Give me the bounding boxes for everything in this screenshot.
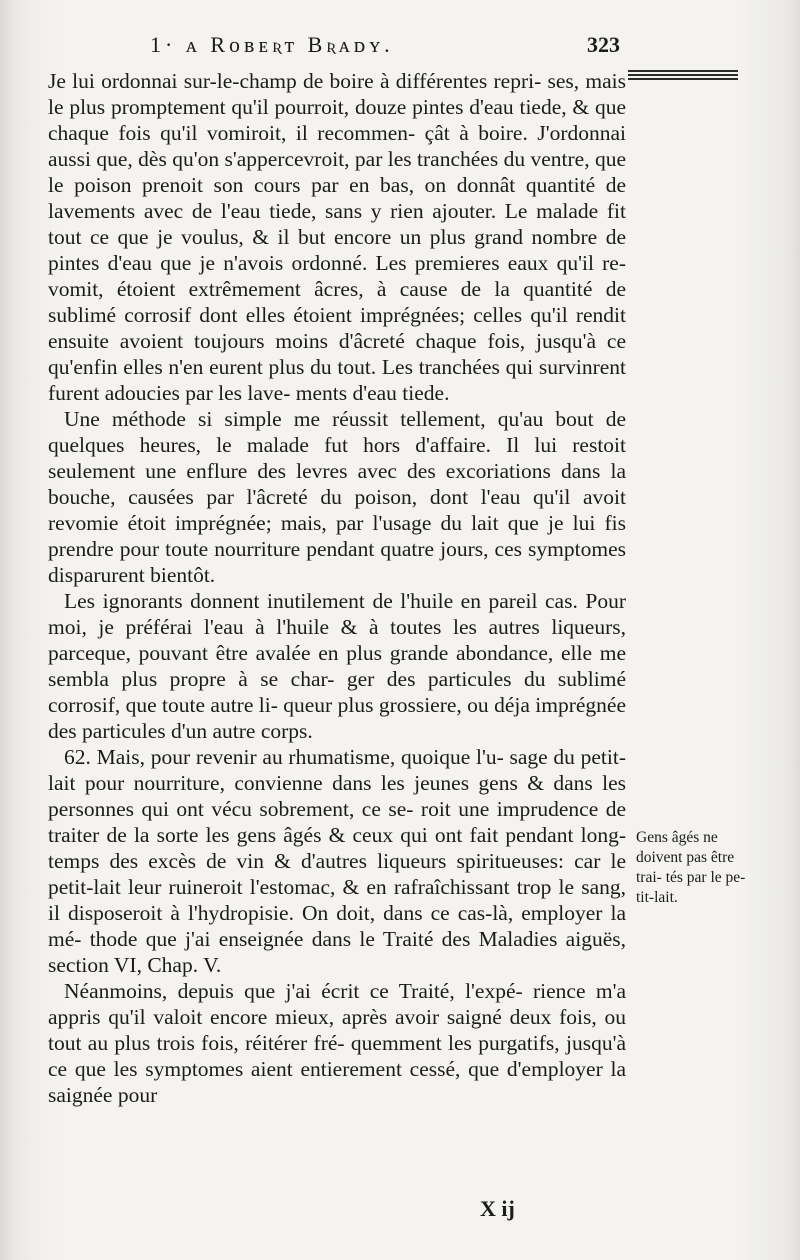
paragraph-2: Une méthode si simple me réussit tellement, qu'au bout de quelques heures, le malade fut hors d'affaire. Il lui restoit seulement une enflure des levres avec des excoriations dans la bouche, causées par l'âcreté du poison, dont l'eau qu'il avoit revomie étoit imprégnée; mais, par l'usage du lait que je lui fis prendre pour toute nourriture pendant quatre jours, ces symptomes disparurent bientôt. [48,407,626,587]
show-through-ink [634,385,774,495]
paragraph-3: Les ignorants donnent inutilement de l'huile en pareil cas. Pour moi, je préférai l'eau à l'huile & à toutes les autres liqueurs, parceque, pouvant être avalée en plus grande abondance, elle me sembla plus propre à se char- ger des particules du sublimé corrosif, que toute autre li- queur plus grossiere, ou déja imprégnée des particules d'un autre corps. [48,589,626,743]
paragraph-5: Néanmoins, depuis que j'ai écrit ce Traité, l'expé- rience m'a appris qu'il valoit encore mieux, après avoir saigné deux fois, ou tout au plus trois fois, réitérer fré- quemment les purgatifs, jusqu'à ce que les symptomes aient entierement cessé, que d'employer la saignée pour [48,979,626,1107]
rule-line [628,78,738,80]
page-number: 323 [587,32,620,57]
margin-rule-mark [628,70,738,82]
main-text-column [48,68,626,1108]
paragraph-4: 62. Mais, pour revenir au rhumatisme, quoique l'u- sage du petit-lait pour nourriture, convienne dans les jeunes gens & dans les personnes qui ont vécu sobrement, ce se- roit une imprudence de traiter de la sorte les gens âgés & ceux qui ont fait pendant long-temps des excès de vin & d'autres liqueurs spiritueuses: car le petit-lait leur ruineroit l'estomac, & en rafraîchissant trop le sang, il disposeroit à l'hydropisie. On doit, dans ce cas-là, employer la mé- thode que j'ai enseignée dans le Traité des Maladies aiguës, section VI, Chap. V. [48,745,626,977]
marginal-note: Gens âgés ne doivent pas être trai- tés par le pe- tit-lait. [636,829,746,906]
signature-mark: X ij [480,1196,515,1221]
rule-line [628,74,738,76]
running-header [150,30,620,64]
rule-line [628,70,738,72]
running-title: 1· ᴀ Rᴏʙᴇʀᴛ Bʀᴀᴅʏ. [150,32,394,57]
paragraph-1: Je lui ordonnai sur-le-champ de boire à différentes repri- ses, mais le plus promptement qu'il pourroit, douze pintes d'eau tiede, & que chaque fois qu'il vomiroit, il recommen- çât à boire. J'ordonnai aussi que, dès qu'on s'appercevroit, par les tranchées du ventre, que le poison prenoit son cours par en bas, on donnât quantité de lavements avec de l'eau tiede, sans y rien ajouter. Le malade fit tout ce que je voulus, & il but encore un plus grand nombre de pintes d'eau que je n'avois ordonné. Les premieres eaux qu'il re- vomit, étoient extrêmement âcres, à cause de la quantité de sublimé corrosif dont elles étoient imprégnées; celles qu'il rendit ensuite avoient toujours moins d'âcreté chaque fois, jusqu'à ce qu'enfin elles n'en eurent plus du tout. Les tranchées qui survinrent furent adoucies par les lave- ments d'eau tiede. [48,69,626,405]
